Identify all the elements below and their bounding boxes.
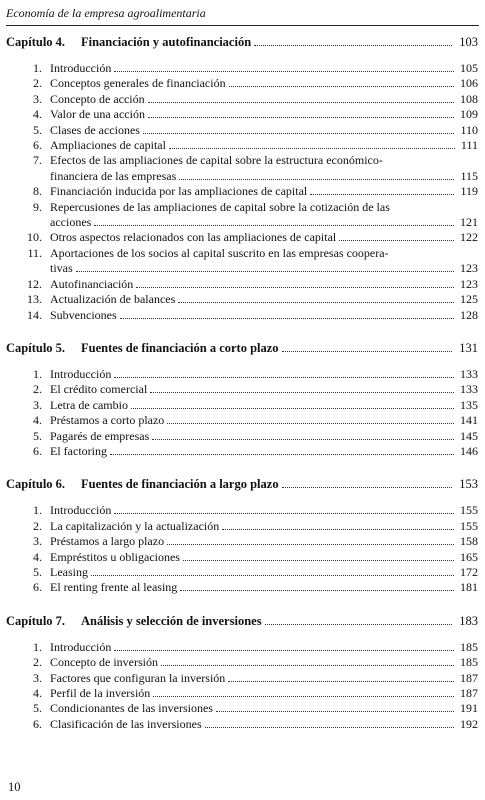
entry-number: 4. [33, 686, 42, 700]
toc-entry [6, 138, 478, 153]
entry-page: 192 [460, 716, 478, 731]
entry-page: 141 [460, 413, 478, 428]
dot-leader [148, 92, 454, 103]
dot-leader [205, 717, 454, 728]
entry-number: 13. [27, 292, 42, 307]
entry-page: 110 [460, 122, 478, 137]
entry-title: Introducción [50, 61, 112, 75]
entry-title: Efectos de las ampliaciones de capital sobre la estructura económico- [50, 153, 383, 168]
chapter-label: Capítulo 4. [6, 35, 66, 49]
entry-number: 6. [33, 716, 42, 731]
chapter-page: 131 [459, 340, 478, 355]
entry-title: Repercusiones de las ampliaciones de capital sobre la cotización de las [50, 199, 390, 214]
entry-title: Leasing [50, 564, 88, 579]
toc-entry [6, 277, 478, 292]
chapter-title: Fuentes de financiación a corto plazo [81, 340, 279, 355]
toc-entry [6, 123, 478, 138]
entry-page: 158 [460, 534, 478, 549]
toc-entry [6, 76, 478, 91]
entry-page: 191 [460, 701, 478, 716]
entry-page: 172 [460, 564, 478, 579]
toc-entry [6, 413, 478, 428]
dot-leader [183, 550, 454, 561]
entry-number: 2. [33, 76, 42, 91]
dot-leader [120, 308, 454, 319]
entry-page: 125 [460, 292, 478, 307]
dot-leader [254, 35, 452, 46]
entry-title: El crédito comercial [50, 382, 148, 397]
chapter-section [6, 34, 478, 323]
chapter-heading [6, 476, 478, 492]
entry-title: Concepto de acción [50, 91, 145, 106]
dot-leader [76, 261, 454, 272]
entry-number: 2. [33, 655, 42, 670]
entry-title: El factoring [50, 443, 107, 458]
dot-leader [110, 444, 454, 455]
entry-title-continued: tivas [50, 261, 73, 276]
entry-title: Conceptos generales de financiación [50, 76, 226, 91]
entry-page: 123 [460, 276, 478, 291]
entry-number: 7. [33, 153, 42, 168]
chapter-page: 153 [459, 477, 478, 492]
chapter-label: Capítulo 7. [6, 613, 66, 628]
entry-title-continued: acciones [50, 215, 92, 230]
toc-entry [6, 308, 478, 323]
toc-entry [6, 246, 478, 277]
toc-entry [6, 550, 478, 565]
toc-entry [6, 398, 478, 413]
header-rule [6, 25, 479, 26]
toc-entry [6, 292, 478, 307]
dot-leader [150, 382, 454, 393]
entry-title: Clasificación de las inversiones [50, 716, 202, 731]
dot-leader [114, 503, 454, 514]
toc-entry [6, 534, 478, 549]
entry-title: Valor de una acción [50, 107, 145, 122]
toc-entry [6, 565, 478, 580]
entry-number: 5. [33, 701, 42, 716]
entry-page: 109 [460, 107, 478, 122]
toc-entry [6, 444, 478, 459]
entry-page: 187 [460, 686, 478, 700]
dot-leader [114, 61, 454, 72]
chapter-page: 103 [459, 35, 478, 49]
entry-page: 122 [460, 230, 478, 245]
entry-number: 4. [33, 413, 42, 428]
toc-entry [6, 671, 478, 686]
entry-title: Aportaciones de los socios al capital suscrito en las empresas coopera- [50, 245, 389, 260]
entry-page: 105 [460, 61, 478, 75]
entry-number: 2. [33, 382, 42, 397]
entry-title-continued: financiera de las empresas [50, 168, 177, 183]
dot-leader [91, 565, 454, 576]
toc-entry [6, 200, 478, 231]
dot-leader [222, 519, 454, 530]
dot-leader [167, 413, 454, 424]
entry-page: 165 [460, 549, 478, 564]
entry-number: 3. [33, 670, 42, 685]
entry-page: 135 [460, 397, 478, 412]
dot-leader [265, 614, 453, 625]
entry-title: Ampliaciones de capital [50, 138, 166, 153]
toc-entry [6, 367, 478, 382]
entry-page: 185 [460, 655, 478, 670]
dot-leader [178, 292, 454, 303]
toc-entry [6, 382, 478, 397]
toc-entry [6, 92, 478, 107]
dot-leader [282, 341, 453, 352]
entry-number: 5. [33, 564, 42, 579]
entry-title: Otros aspectos relacionados con las ampliaciones de capital [50, 230, 337, 245]
chapter-section [6, 613, 478, 732]
entry-page: 108 [460, 91, 478, 106]
entry-page: 115 [460, 168, 478, 183]
entry-page: 123 [460, 261, 478, 276]
dot-leader [167, 534, 454, 545]
chapter-title: Fuentes de financiación a largo plazo [81, 477, 279, 492]
toc-entry [6, 519, 478, 534]
entry-title: La capitalización y la actualización [50, 518, 220, 533]
chapter-heading [6, 34, 478, 50]
entry-number: 4. [33, 549, 42, 564]
dot-leader [229, 76, 454, 87]
toc-entry [6, 580, 478, 595]
dot-leader [114, 640, 454, 651]
chapter-section [6, 476, 478, 595]
toc-entry [6, 640, 478, 655]
entry-title: Introducción [50, 639, 112, 654]
dot-leader [131, 398, 454, 409]
entry-page: 128 [460, 307, 478, 322]
entry-page: 155 [460, 518, 478, 533]
dot-leader [179, 169, 454, 180]
toc-entry [6, 230, 478, 245]
entry-page: 187 [460, 670, 478, 685]
chapter-heading [6, 340, 478, 356]
dot-leader [136, 277, 454, 288]
dot-leader [282, 477, 453, 488]
entry-page: 121 [460, 215, 478, 230]
chapter-heading [6, 613, 478, 629]
entry-title: Autofinanciación [50, 276, 134, 291]
toc-entry [6, 107, 478, 122]
dot-leader [152, 429, 454, 440]
toc-entry [6, 686, 478, 701]
chapter-title: Análisis y selección de inversiones [81, 613, 262, 628]
dot-leader [153, 686, 454, 697]
toc-entry [6, 429, 478, 444]
entry-number: 5. [33, 428, 42, 443]
entry-number: 3. [33, 397, 42, 412]
entry-number: 3. [33, 91, 42, 106]
entry-title: Subvenciones [50, 307, 117, 322]
entry-number: 5. [33, 122, 42, 137]
entry-title: Factores que configuran la inversión [50, 670, 226, 685]
chapter-page: 183 [459, 613, 478, 628]
running-head: Economía de la empresa agroalimentaria [6, 6, 206, 20]
entry-number: 3. [33, 534, 42, 549]
entry-page: 133 [460, 382, 478, 397]
chapter-section [6, 340, 478, 459]
entry-page: 155 [460, 503, 478, 518]
dot-leader [216, 701, 454, 712]
chapter-label: Capítulo 6. [6, 477, 66, 492]
chapter-title: Financiación y autofinanciación [81, 35, 252, 49]
entry-number: 2. [33, 518, 42, 533]
entry-title: Pagarés de empresas [50, 428, 150, 443]
toc-entry [6, 655, 478, 670]
entry-title: Clases de acciones [50, 122, 140, 137]
entry-number: 10. [27, 230, 42, 245]
dot-leader [161, 655, 454, 666]
toc-entry [6, 153, 478, 184]
entry-title: Letra de cambio [50, 397, 128, 412]
toc-entry [6, 701, 478, 716]
entry-page: 185 [460, 639, 478, 654]
entry-page: 133 [460, 366, 478, 381]
entry-title: Actualización de balances [50, 292, 176, 307]
entry-number: 6. [33, 138, 42, 153]
entry-number: 1. [33, 639, 42, 654]
entry-number: 9. [33, 199, 42, 214]
table-of-contents [6, 34, 478, 749]
entry-title: El renting frente al leasing [50, 580, 178, 595]
dot-leader [94, 215, 454, 226]
entry-number: 6. [33, 443, 42, 458]
toc-entry [6, 503, 478, 518]
entry-page: 145 [460, 428, 478, 443]
dot-leader [310, 184, 454, 195]
entry-title: Introducción [50, 503, 112, 518]
entry-title: Préstamos a largo plazo [50, 534, 165, 549]
entry-number: 12. [27, 276, 42, 291]
dot-leader [148, 107, 454, 118]
dot-leader [180, 580, 454, 591]
entry-number: 1. [33, 503, 42, 518]
entry-title: Financiación inducida por las ampliaciones de capital [50, 184, 308, 199]
page-number: 10 [8, 780, 21, 794]
entry-number: 4. [33, 107, 42, 122]
entry-page: 146 [460, 443, 478, 458]
entry-number: 14. [27, 307, 42, 322]
entry-title: Préstamos a corto plazo [50, 413, 165, 428]
entry-number: 6. [33, 580, 42, 595]
entry-title: Condicionantes de las inversiones [50, 701, 213, 716]
entry-title: Concepto de inversión [50, 655, 158, 670]
entry-page: 111 [460, 138, 478, 153]
dot-leader [143, 123, 454, 134]
toc-entry [6, 184, 478, 199]
dot-leader [114, 367, 454, 378]
toc-entry [6, 717, 478, 732]
entry-page: 106 [460, 76, 478, 91]
chapter-label: Capítulo 5. [6, 340, 66, 355]
entry-page: 119 [460, 184, 478, 199]
entry-page: 181 [460, 580, 478, 595]
entry-title: Perfil de la inversión [50, 686, 151, 700]
dot-leader [169, 138, 455, 149]
dot-leader [339, 230, 454, 241]
entry-number: 1. [33, 366, 42, 381]
entry-number: 1. [33, 61, 42, 75]
entry-title: Introducción [50, 366, 112, 381]
entry-title: Empréstitos u obligaciones [50, 549, 180, 564]
toc-entry [6, 61, 478, 76]
dot-leader [228, 671, 454, 682]
entry-number: 11. [27, 245, 42, 260]
entry-number: 8. [33, 184, 42, 199]
